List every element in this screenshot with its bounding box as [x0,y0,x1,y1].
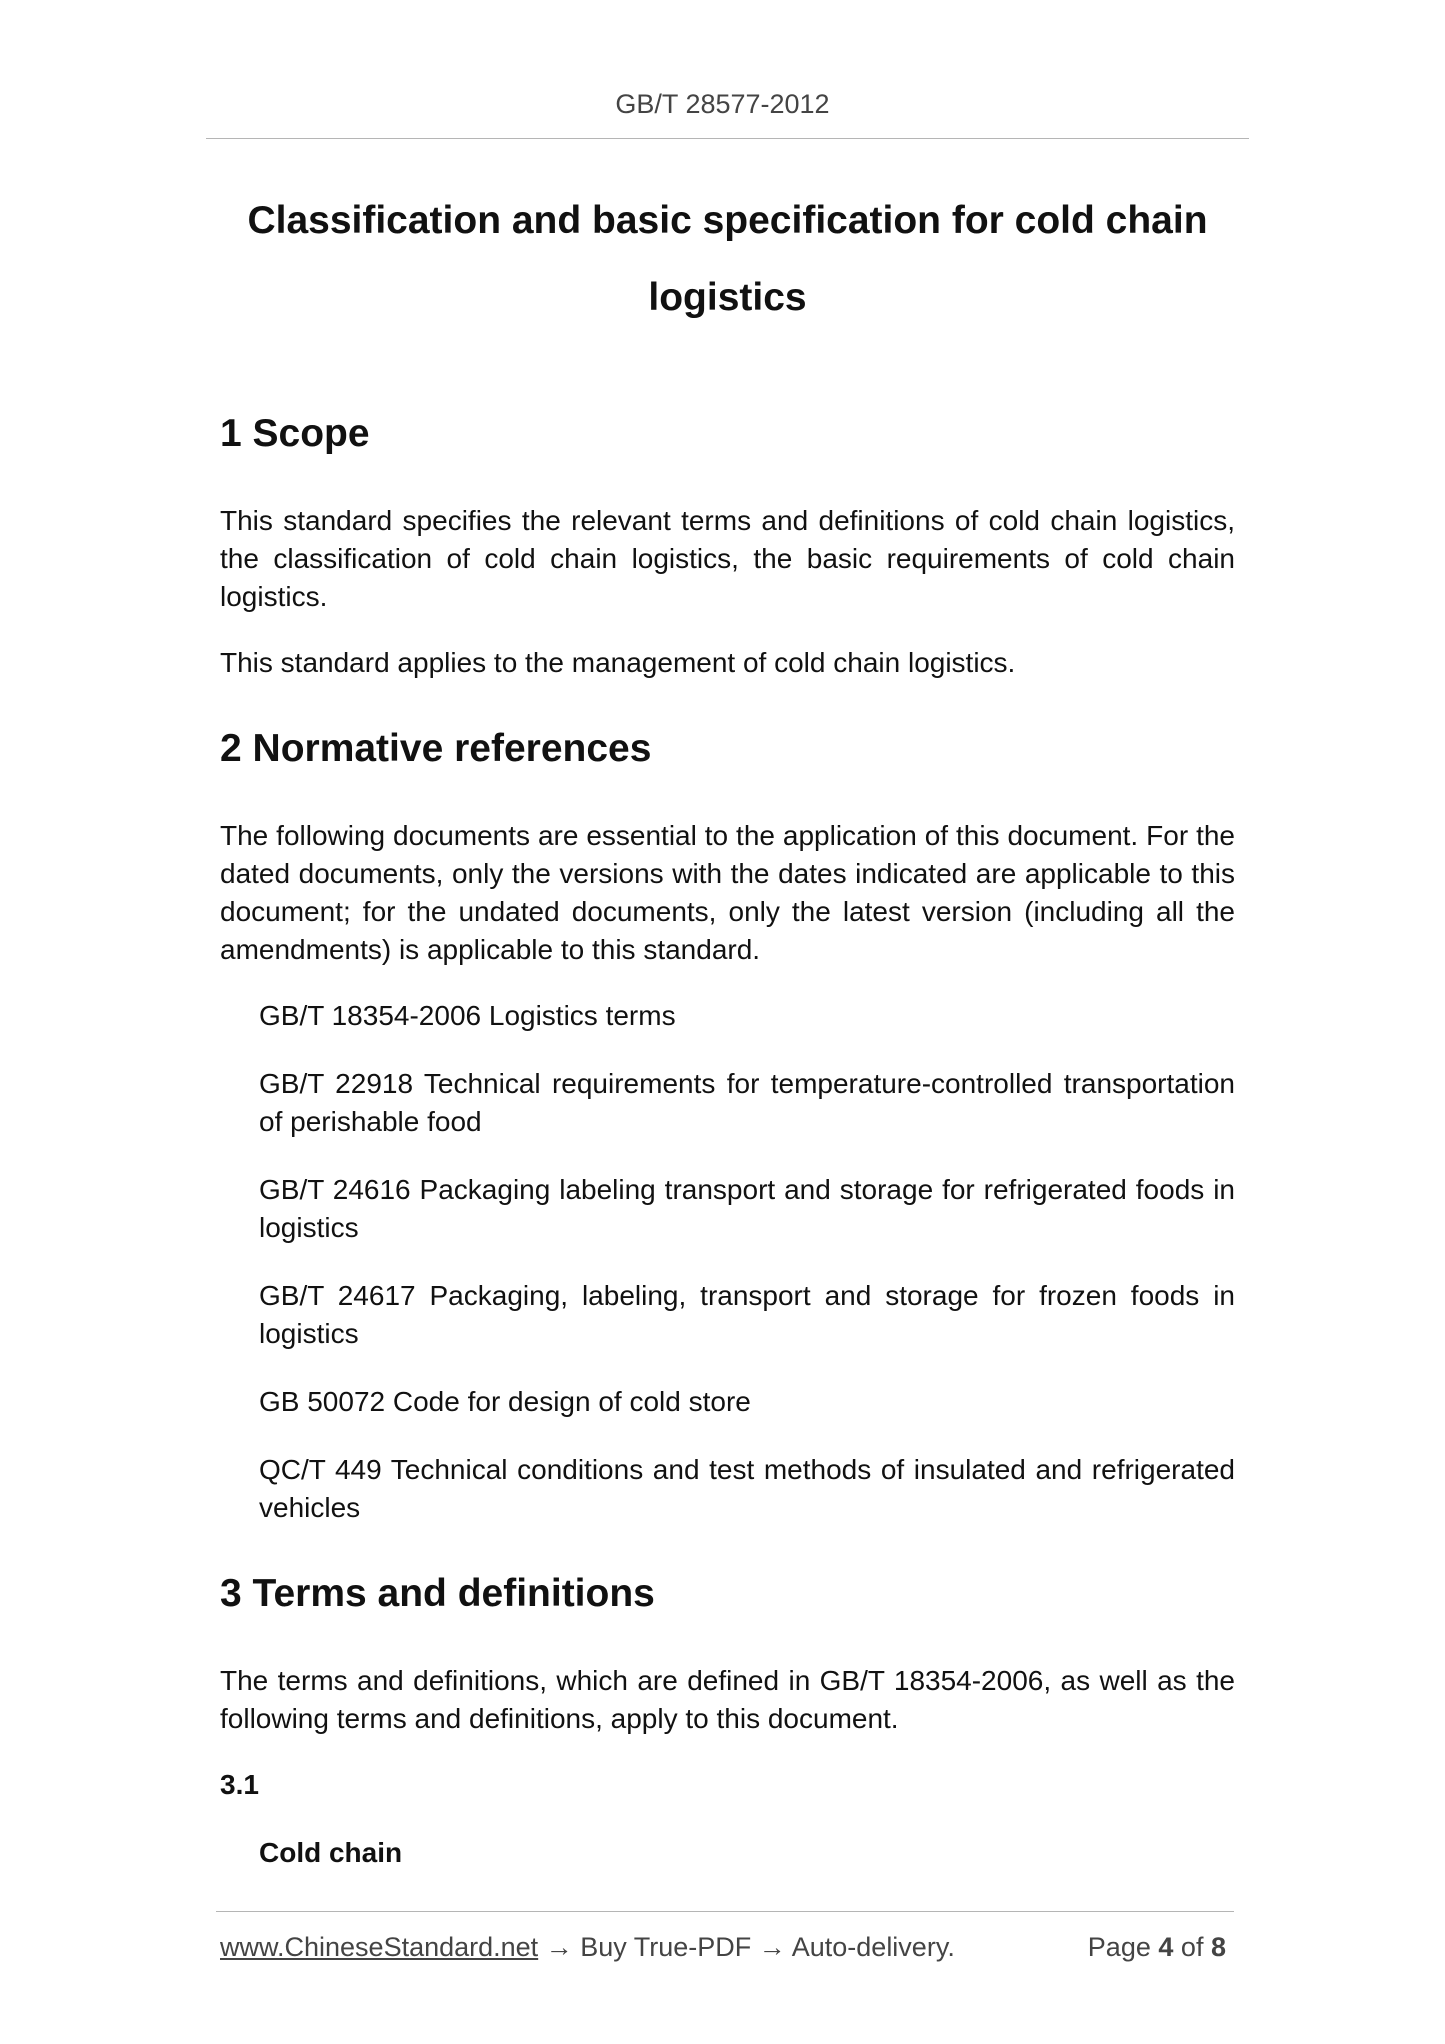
reference-item: GB/T 24617 Packaging, labeling, transport and storage for frozen foods in logistics [259,1280,1235,1349]
normative-intro-paragraph: The following documents are essential to the application of this document. For the dated documents, only the versions with the dates indicated are applicable to this document; for the undated documents, only the latest version (including all the amendments) is applicable to this standard. [220,820,1235,965]
footer-promo-text: → Buy True-PDF → Auto-delivery. [538,1932,955,1962]
section-heading-terms-definitions: 3 Terms and definitions [220,1572,655,1615]
site-link[interactable]: www.ChineseStandard.net [220,1932,539,1962]
reference-item: GB/T 22918 Technical requirements for temperature-controlled transportation of perishable food [259,1068,1235,1137]
terms-intro-paragraph: The terms and definitions, which are defined in GB/T 18354-2006, as well as the following terms and definitions, apply to this document. [220,1665,1235,1734]
section-heading-normative-references: 2 Normative references [220,727,652,770]
footer-divider [216,1911,1234,1912]
page-label: Page [1087,1932,1151,1962]
document-title: Classification and basic specification for cold chain logistics [247,199,1208,319]
document-code-header: GB/T 28577-2012 [615,89,830,119]
scope-paragraph-1: This standard specifies the relevant terms and definitions of cold chain logistics, the classification of cold chain logistics, the basic requirements of cold chain logistics. [220,505,1235,612]
reference-item: GB 50072 Code for design of cold store [259,1386,751,1417]
header-divider [206,138,1249,139]
reference-item: GB/T 24616 Packaging labeling transport and storage for refrigerated foods in logistics [259,1174,1235,1243]
scope-paragraph-2: This standard applies to the management of cold chain logistics. [220,647,1016,678]
page-number: 4 [1158,1932,1174,1962]
section-heading-scope: 1 Scope [220,412,370,455]
clause-term: Cold chain [259,1837,403,1868]
page-indicator [1088,1932,1226,1963]
clause-number: 3.1 [220,1769,259,1800]
reference-item: QC/T 449 Technical conditions and test methods of insulated and refrigerated vehicles [259,1454,1235,1523]
page-total: 8 [1210,1932,1226,1962]
footer-promo [220,1932,955,1963]
reference-item: GB/T 18354-2006 Logistics terms [259,1000,676,1031]
of-label: of [1180,1932,1204,1962]
